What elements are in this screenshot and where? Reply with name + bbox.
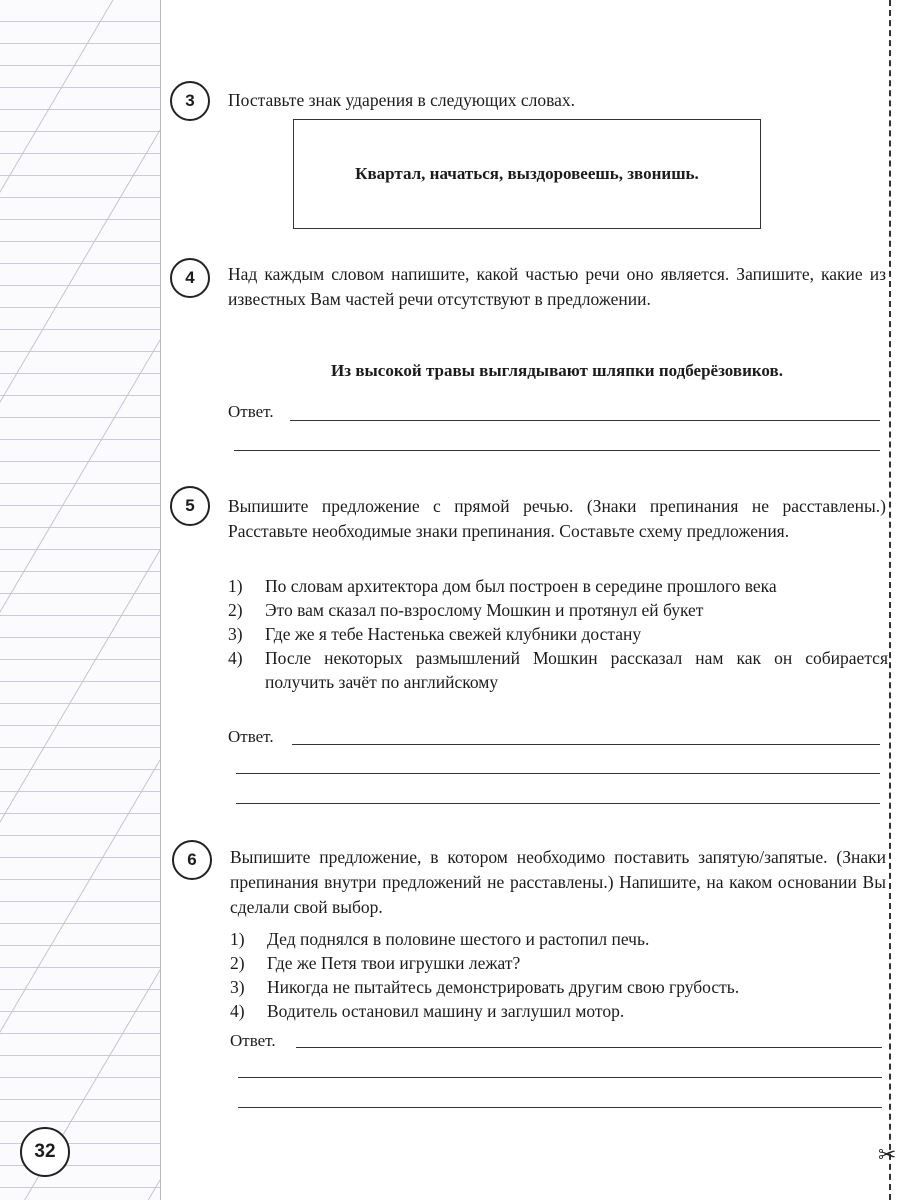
- list-item: [228, 622, 888, 646]
- list-item: [230, 975, 888, 999]
- list-item: [228, 574, 888, 598]
- task-number-3: 3: [170, 81, 210, 121]
- task-4-answer-label: Ответ.: [228, 402, 274, 421]
- cut-line: [889, 0, 891, 1200]
- task-4-answer-line[interactable]: [234, 450, 880, 451]
- option-number: 4): [228, 648, 243, 668]
- task-5-answer-line[interactable]: [236, 803, 880, 804]
- task-number-6: 6: [172, 840, 212, 880]
- option-text: Это вам сказал по-взрослому Мошкин и протянул ей букет: [265, 600, 704, 620]
- list-item: [230, 999, 888, 1023]
- option-number: 1): [228, 576, 243, 596]
- task-3-words: Квартал, начаться, выздоровеешь, звонишь.: [355, 164, 699, 183]
- list-item: [228, 598, 888, 622]
- option-text: Никогда не пытайтесь демонстрировать другим свою грубость.: [267, 977, 740, 997]
- option-number: 3): [230, 977, 245, 997]
- option-text: Где же я тебе Настенька свежей клубники достану: [265, 624, 642, 644]
- option-text: После некоторых размышлений Мошкин рассказал нам как он собирается получить зачёт по английскому: [265, 648, 888, 692]
- task-4-answer-line[interactable]: [290, 420, 880, 421]
- list-item: [230, 951, 888, 975]
- task-4-prompt: Над каждым словом напишите, какой частью речи оно является. Запишите, какие из известных Вам частей речи отсутствуют в предложении.: [228, 264, 886, 309]
- list-item: [230, 927, 888, 951]
- task-6-options: [230, 927, 888, 1023]
- task-6-answer-line[interactable]: [238, 1107, 882, 1108]
- lined-margin: [0, 0, 161, 1200]
- option-number: 4): [230, 1001, 245, 1021]
- option-text: По словам архитектора дом был построен в середине прошлого века: [265, 576, 777, 596]
- list-item: [228, 646, 888, 694]
- task-6-answer-line[interactable]: [238, 1077, 882, 1078]
- margin-diagonals: [0, 0, 160, 1200]
- task-5-answer-line[interactable]: [292, 744, 880, 745]
- option-number: 1): [230, 929, 245, 949]
- task-3-prompt: Поставьте знак ударения в следующих словах.: [228, 90, 576, 110]
- option-text: Где же Петя твои игрушки лежат?: [267, 953, 521, 973]
- task-3-word-box: [293, 119, 761, 229]
- task-6-prompt: Выпишите предложение, в котором необходимо поставить запятую/запятые. (Знаки препинания внутри предложений не расставлены.) Напишите, на каком основании Вы сделали свой выбор.: [230, 847, 886, 917]
- page-number: 32: [20, 1127, 70, 1177]
- option-number: 2): [228, 600, 243, 620]
- task-5-answer-label: Ответ.: [228, 727, 274, 746]
- task-6-answer-label: Ответ.: [230, 1031, 276, 1050]
- task-6-answer-line[interactable]: [296, 1047, 882, 1048]
- task-5-answer-line[interactable]: [236, 773, 880, 774]
- scissors-icon: ✂: [878, 1142, 897, 1167]
- option-text: Дед поднялся в половине шестого и растопил печь.: [267, 929, 650, 949]
- task-4-sentence: Из высокой травы выглядывают шляпки подберёзовиков.: [331, 361, 783, 380]
- task-number-5: 5: [170, 486, 210, 526]
- task-number-4: 4: [170, 258, 210, 298]
- option-number: 3): [228, 624, 243, 644]
- task-5-options: [228, 574, 888, 694]
- option-text: Водитель остановил машину и заглушил мотор.: [267, 1001, 625, 1021]
- option-number: 2): [230, 953, 245, 973]
- task-5-prompt: Выпишите предложение с прямой речью. (Знаки препинания не расставлены.) Расставьте необходимые знаки препинания. Составьте схему предложения.: [228, 496, 886, 541]
